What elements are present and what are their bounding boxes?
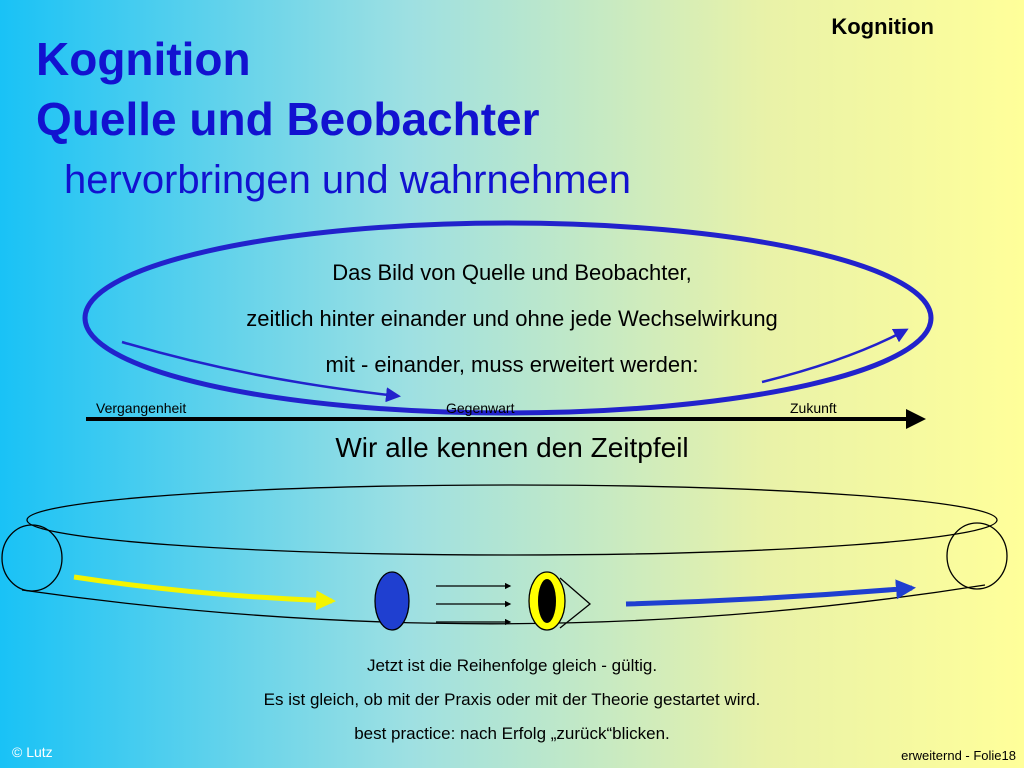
bottom-text-line: Es ist gleich, ob mit der Praxis oder mit der Theorie gestartet wird. <box>263 690 761 709</box>
slide-title-line2: Quelle und Beobachter <box>36 93 540 145</box>
time-arrow-caption: Wir alle kennen den Zeitpfeil <box>335 432 689 463</box>
copyright: © Lutz <box>12 744 53 760</box>
slide-title: Kognition <box>36 33 251 85</box>
axis-label-past: Vergangenheit <box>96 400 187 416</box>
source-blob-icon <box>375 572 409 630</box>
eye-icon <box>529 572 590 630</box>
ring-right-cap <box>947 523 1007 589</box>
slide-subtitle: hervorbringen und wahrnehmen <box>64 158 632 202</box>
time-ring-back <box>27 485 997 555</box>
ring-left-cap <box>2 525 62 591</box>
ellipse-text-line: zeitlich hinter einander und ohne jede Wechselwirkung <box>246 306 778 331</box>
yellow-arrow-icon <box>74 577 332 601</box>
axis-label-future: Zukunft <box>790 400 837 416</box>
slide-number: erweiternd - Folie18 <box>901 748 1016 763</box>
ellipse-text-line: mit - einander, muss erweitert werden: <box>325 352 699 377</box>
bottom-text-line: best practice: nach Erfolg „zurück“blicken. <box>354 724 670 743</box>
corner-title: Kognition <box>831 14 934 39</box>
ellipse-text-line: Das Bild von Quelle und Beobachter, <box>332 260 692 285</box>
bottom-text-line: Jetzt ist die Reihenfolge gleich - gültig. <box>366 656 658 675</box>
axis-label-present: Gegenwart <box>446 400 515 416</box>
